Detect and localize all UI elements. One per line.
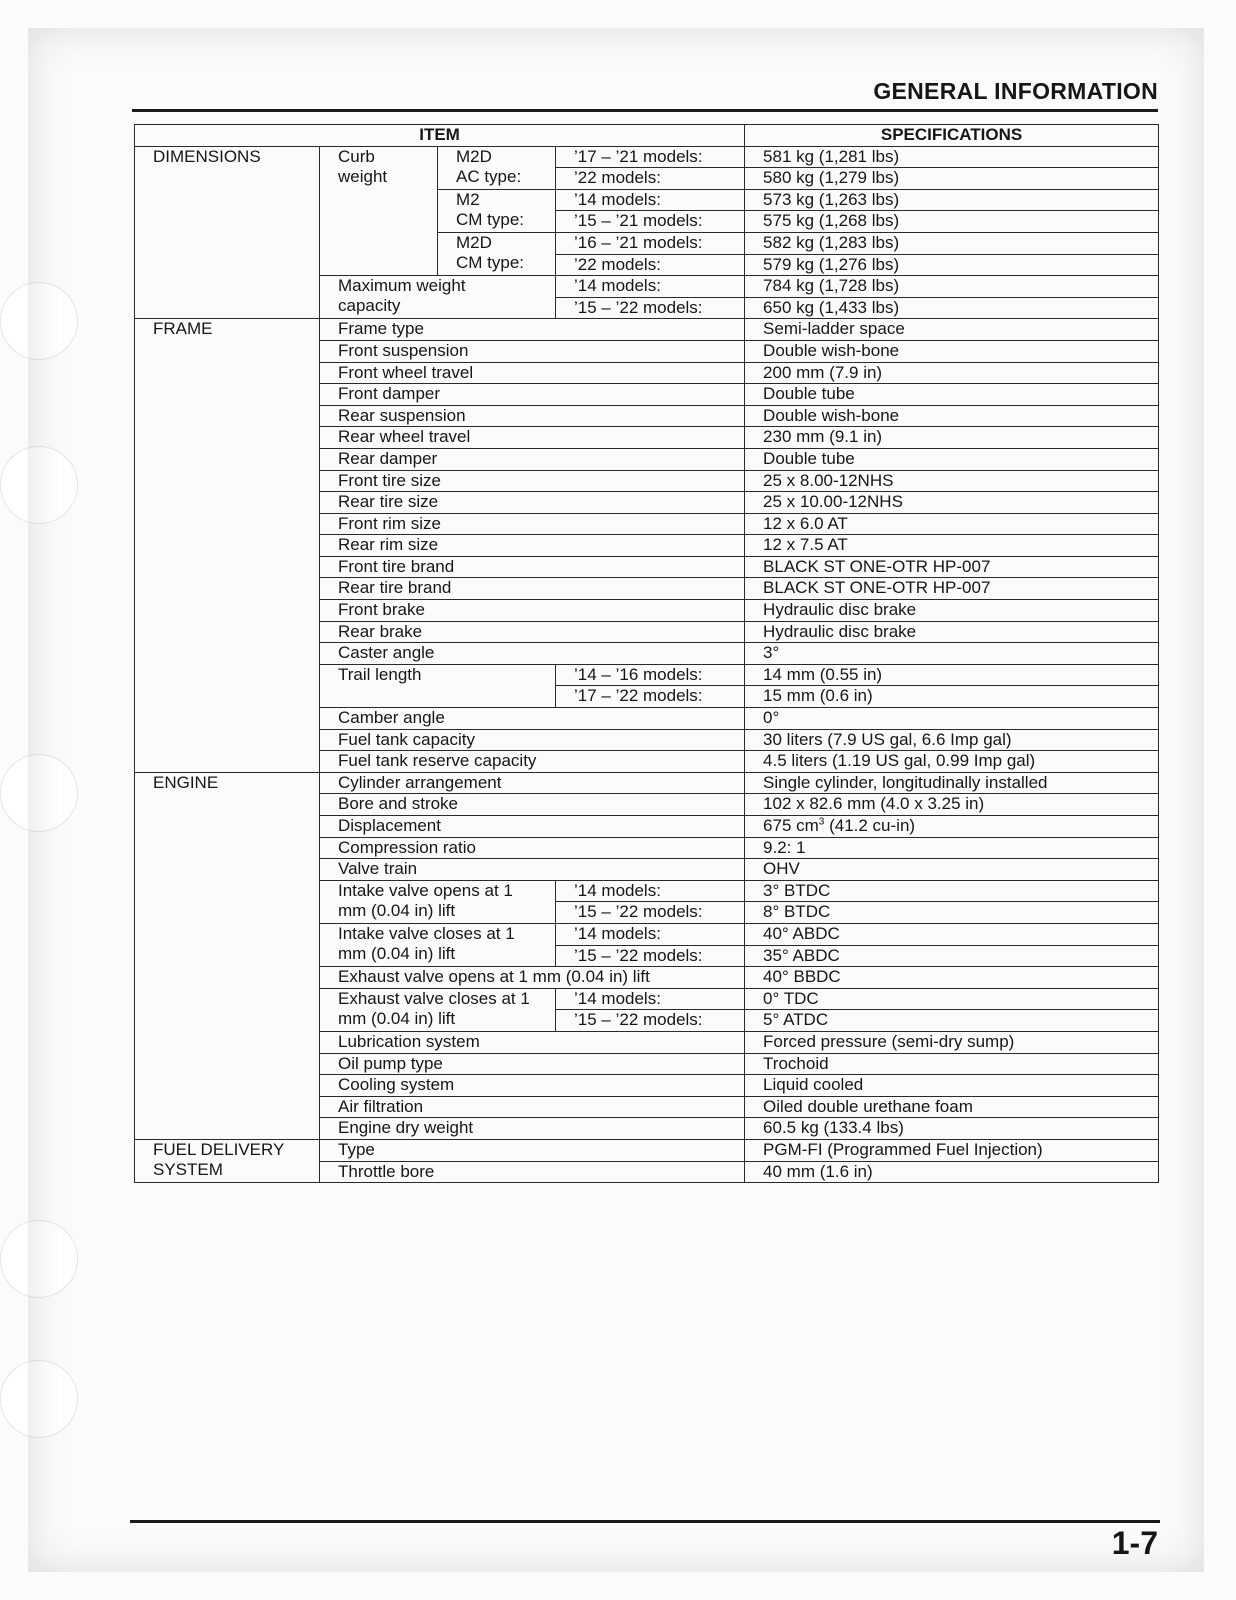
spec-value: 12 x 7.5 AT: [745, 535, 1159, 557]
spec-value: Double wish-bone: [745, 405, 1159, 427]
column-header-specifications: SPECIFICATIONS: [745, 125, 1159, 147]
spec-value: 30 liters (7.9 US gal, 6.6 Imp gal): [745, 729, 1159, 751]
item-label: Air filtration: [320, 1096, 745, 1118]
item-label: Front tire brand: [320, 556, 745, 578]
item-label: Rear suspension: [320, 405, 745, 427]
spec-value: BLACK ST ONE-OTR HP-007: [745, 556, 1159, 578]
specifications-table: [134, 124, 1159, 1183]
item-label: Exhaust valve closes at 1 mm (0.04 in) lift: [320, 988, 556, 1031]
item-label: Type: [320, 1139, 745, 1161]
item-label: Trail length: [320, 664, 556, 707]
item-label: Front brake: [320, 600, 745, 622]
header-rule: [132, 109, 1158, 112]
table-row: [135, 1139, 1159, 1161]
table-row: [135, 146, 1159, 168]
footer-rule: [130, 1520, 1160, 1523]
spec-value: Hydraulic disc brake: [745, 600, 1159, 622]
model-years: ’15 – ’21 models:: [556, 211, 745, 233]
item-label: Compression ratio: [320, 837, 745, 859]
model-years: ’15 – ’22 models:: [556, 297, 745, 319]
model-years: ’15 – ’22 models:: [556, 945, 745, 967]
spec-value: Semi-ladder space: [745, 319, 1159, 341]
group-frame: FRAME: [135, 319, 320, 772]
model-years: ’14 models:: [556, 988, 745, 1010]
item-label: Rear brake: [320, 621, 745, 643]
spec-value: 3°: [745, 643, 1159, 665]
spec-value: 579 kg (1,276 lbs): [745, 254, 1159, 276]
item-label: Exhaust valve opens at 1 mm (0.04 in) lift: [320, 967, 745, 989]
spec-value: 4.5 liters (1.19 US gal, 0.99 Imp gal): [745, 751, 1159, 773]
item-label: Rear rim size: [320, 535, 745, 557]
spec-value: 25 x 10.00-12NHS: [745, 492, 1159, 514]
table-header-row: [135, 125, 1159, 147]
spec-value: 675 $cm^3$ (41.2 cu-in): [745, 816, 1159, 838]
max-weight-label: Maximum weight capacity: [320, 276, 556, 319]
item-label: Camber angle: [320, 708, 745, 730]
spec-value: Single cylinder, longitudinally installed: [745, 772, 1159, 794]
spec-value: 102 x 82.6 mm (4.0 x 3.25 in): [745, 794, 1159, 816]
spec-value: 12 x 6.0 AT: [745, 513, 1159, 535]
model-years: ’14 models:: [556, 189, 745, 211]
model-years: ’17 – ’22 models:: [556, 686, 745, 708]
spec-value: 35° ABDC: [745, 945, 1159, 967]
spec-value: Double wish-bone: [745, 340, 1159, 362]
model-years: ’15 – ’22 models:: [556, 902, 745, 924]
spec-value: 581 kg (1,281 lbs): [745, 146, 1159, 168]
page-number: 1-7: [1111, 1525, 1158, 1561]
item-label: Oil pump type: [320, 1053, 745, 1075]
item-label: Displacement: [320, 816, 745, 838]
spec-value: 25 x 8.00-12NHS: [745, 470, 1159, 492]
binder-hole: [0, 1220, 78, 1298]
group-dimensions: DIMENSIONS: [135, 146, 320, 319]
item-label: Cooling system: [320, 1075, 745, 1097]
model-years: ’14 models:: [556, 276, 745, 298]
group-engine: ENGINE: [135, 772, 320, 1139]
spec-value: 5° ATDC: [745, 1010, 1159, 1032]
spec-value: 40° ABDC: [745, 923, 1159, 945]
item-label: Rear wheel travel: [320, 427, 745, 449]
item-label: Rear tire size: [320, 492, 745, 514]
spec-value: Double tube: [745, 448, 1159, 470]
spec-value: 40° BBDC: [745, 967, 1159, 989]
spec-value: 230 mm (9.1 in): [745, 427, 1159, 449]
section-title: GENERAL INFORMATION: [873, 78, 1158, 104]
spec-value: Liquid cooled: [745, 1075, 1159, 1097]
model-years: ’16 – ’21 models:: [556, 232, 745, 254]
spec-value: Double tube: [745, 384, 1159, 406]
item-label: Bore and stroke: [320, 794, 745, 816]
binder-hole: [0, 1360, 78, 1438]
model-m2-cm: M2 CM type:: [438, 189, 556, 232]
spec-value: 15 mm (0.6 in): [745, 686, 1159, 708]
item-label: Fuel tank reserve capacity: [320, 751, 745, 773]
spec-value: 60.5 kg (133.4 lbs): [745, 1118, 1159, 1140]
spec-value: Hydraulic disc brake: [745, 621, 1159, 643]
model-years: ’14 models:: [556, 923, 745, 945]
spec-value: 650 kg (1,433 lbs): [745, 297, 1159, 319]
item-label: Front wheel travel: [320, 362, 745, 384]
table-row: [135, 772, 1159, 794]
spec-value: 200 mm (7.9 in): [745, 362, 1159, 384]
item-label: Frame type: [320, 319, 745, 341]
item-label: Lubrication system: [320, 1031, 745, 1053]
group-fuel-delivery-system: FUEL DELIVERY SYSTEM: [135, 1139, 320, 1182]
spec-value: 580 kg (1,279 lbs): [745, 168, 1159, 190]
binder-hole: [0, 754, 78, 832]
spec-value: 575 kg (1,268 lbs): [745, 211, 1159, 233]
spec-value: 582 kg (1,283 lbs): [745, 232, 1159, 254]
spec-value: 0°: [745, 708, 1159, 730]
item-label: Engine dry weight: [320, 1118, 745, 1140]
binder-hole: [0, 446, 78, 524]
model-years: ’22 models:: [556, 254, 745, 276]
spec-value: 573 kg (1,263 lbs): [745, 189, 1159, 211]
item-label: Front damper: [320, 384, 745, 406]
spec-value: 784 kg (1,728 lbs): [745, 276, 1159, 298]
model-years: ’14 models:: [556, 880, 745, 902]
binder-hole: [0, 282, 78, 360]
spec-value: 14 mm (0.55 in): [745, 664, 1159, 686]
item-label: Front suspension: [320, 340, 745, 362]
item-label: Fuel tank capacity: [320, 729, 745, 751]
column-header-item: ITEM: [135, 125, 745, 147]
model-years: ’22 models:: [556, 168, 745, 190]
item-label: Front rim size: [320, 513, 745, 535]
item-label: Valve train: [320, 859, 745, 881]
item-label: Intake valve opens at 1 mm (0.04 in) lift: [320, 880, 556, 923]
item-label: Caster angle: [320, 643, 745, 665]
spec-value: Trochoid: [745, 1053, 1159, 1075]
spec-value: OHV: [745, 859, 1159, 881]
spec-value: Oiled double urethane foam: [745, 1096, 1159, 1118]
spec-value: 9.2: 1: [745, 837, 1159, 859]
item-label: Throttle bore: [320, 1161, 745, 1183]
spec-value: BLACK ST ONE-OTR HP-007: [745, 578, 1159, 600]
spec-value: 0° TDC: [745, 988, 1159, 1010]
curb-weight-label: Curb weight: [320, 146, 438, 276]
spec-value: 40 mm (1.6 in): [745, 1161, 1159, 1183]
model-years: ’15 – ’22 models:: [556, 1010, 745, 1032]
model-m2d-cm: M2D CM type:: [438, 232, 556, 275]
spec-value: 3° BTDC: [745, 880, 1159, 902]
model-m2d-ac: M2D AC type:: [438, 146, 556, 189]
spec-value: 8° BTDC: [745, 902, 1159, 924]
item-label: Front tire size: [320, 470, 745, 492]
item-label: Rear tire brand: [320, 578, 745, 600]
item-label: Intake valve closes at 1 mm (0.04 in) lift: [320, 923, 556, 966]
model-years: ’17 – ’21 models:: [556, 146, 745, 168]
item-label: Cylinder arrangement: [320, 772, 745, 794]
table-row: [135, 319, 1159, 341]
spec-value: PGM-FI (Programmed Fuel Injection): [745, 1139, 1159, 1161]
item-label: Rear damper: [320, 448, 745, 470]
model-years: ’14 – ’16 models:: [556, 664, 745, 686]
spec-value: Forced pressure (semi-dry sump): [745, 1031, 1159, 1053]
